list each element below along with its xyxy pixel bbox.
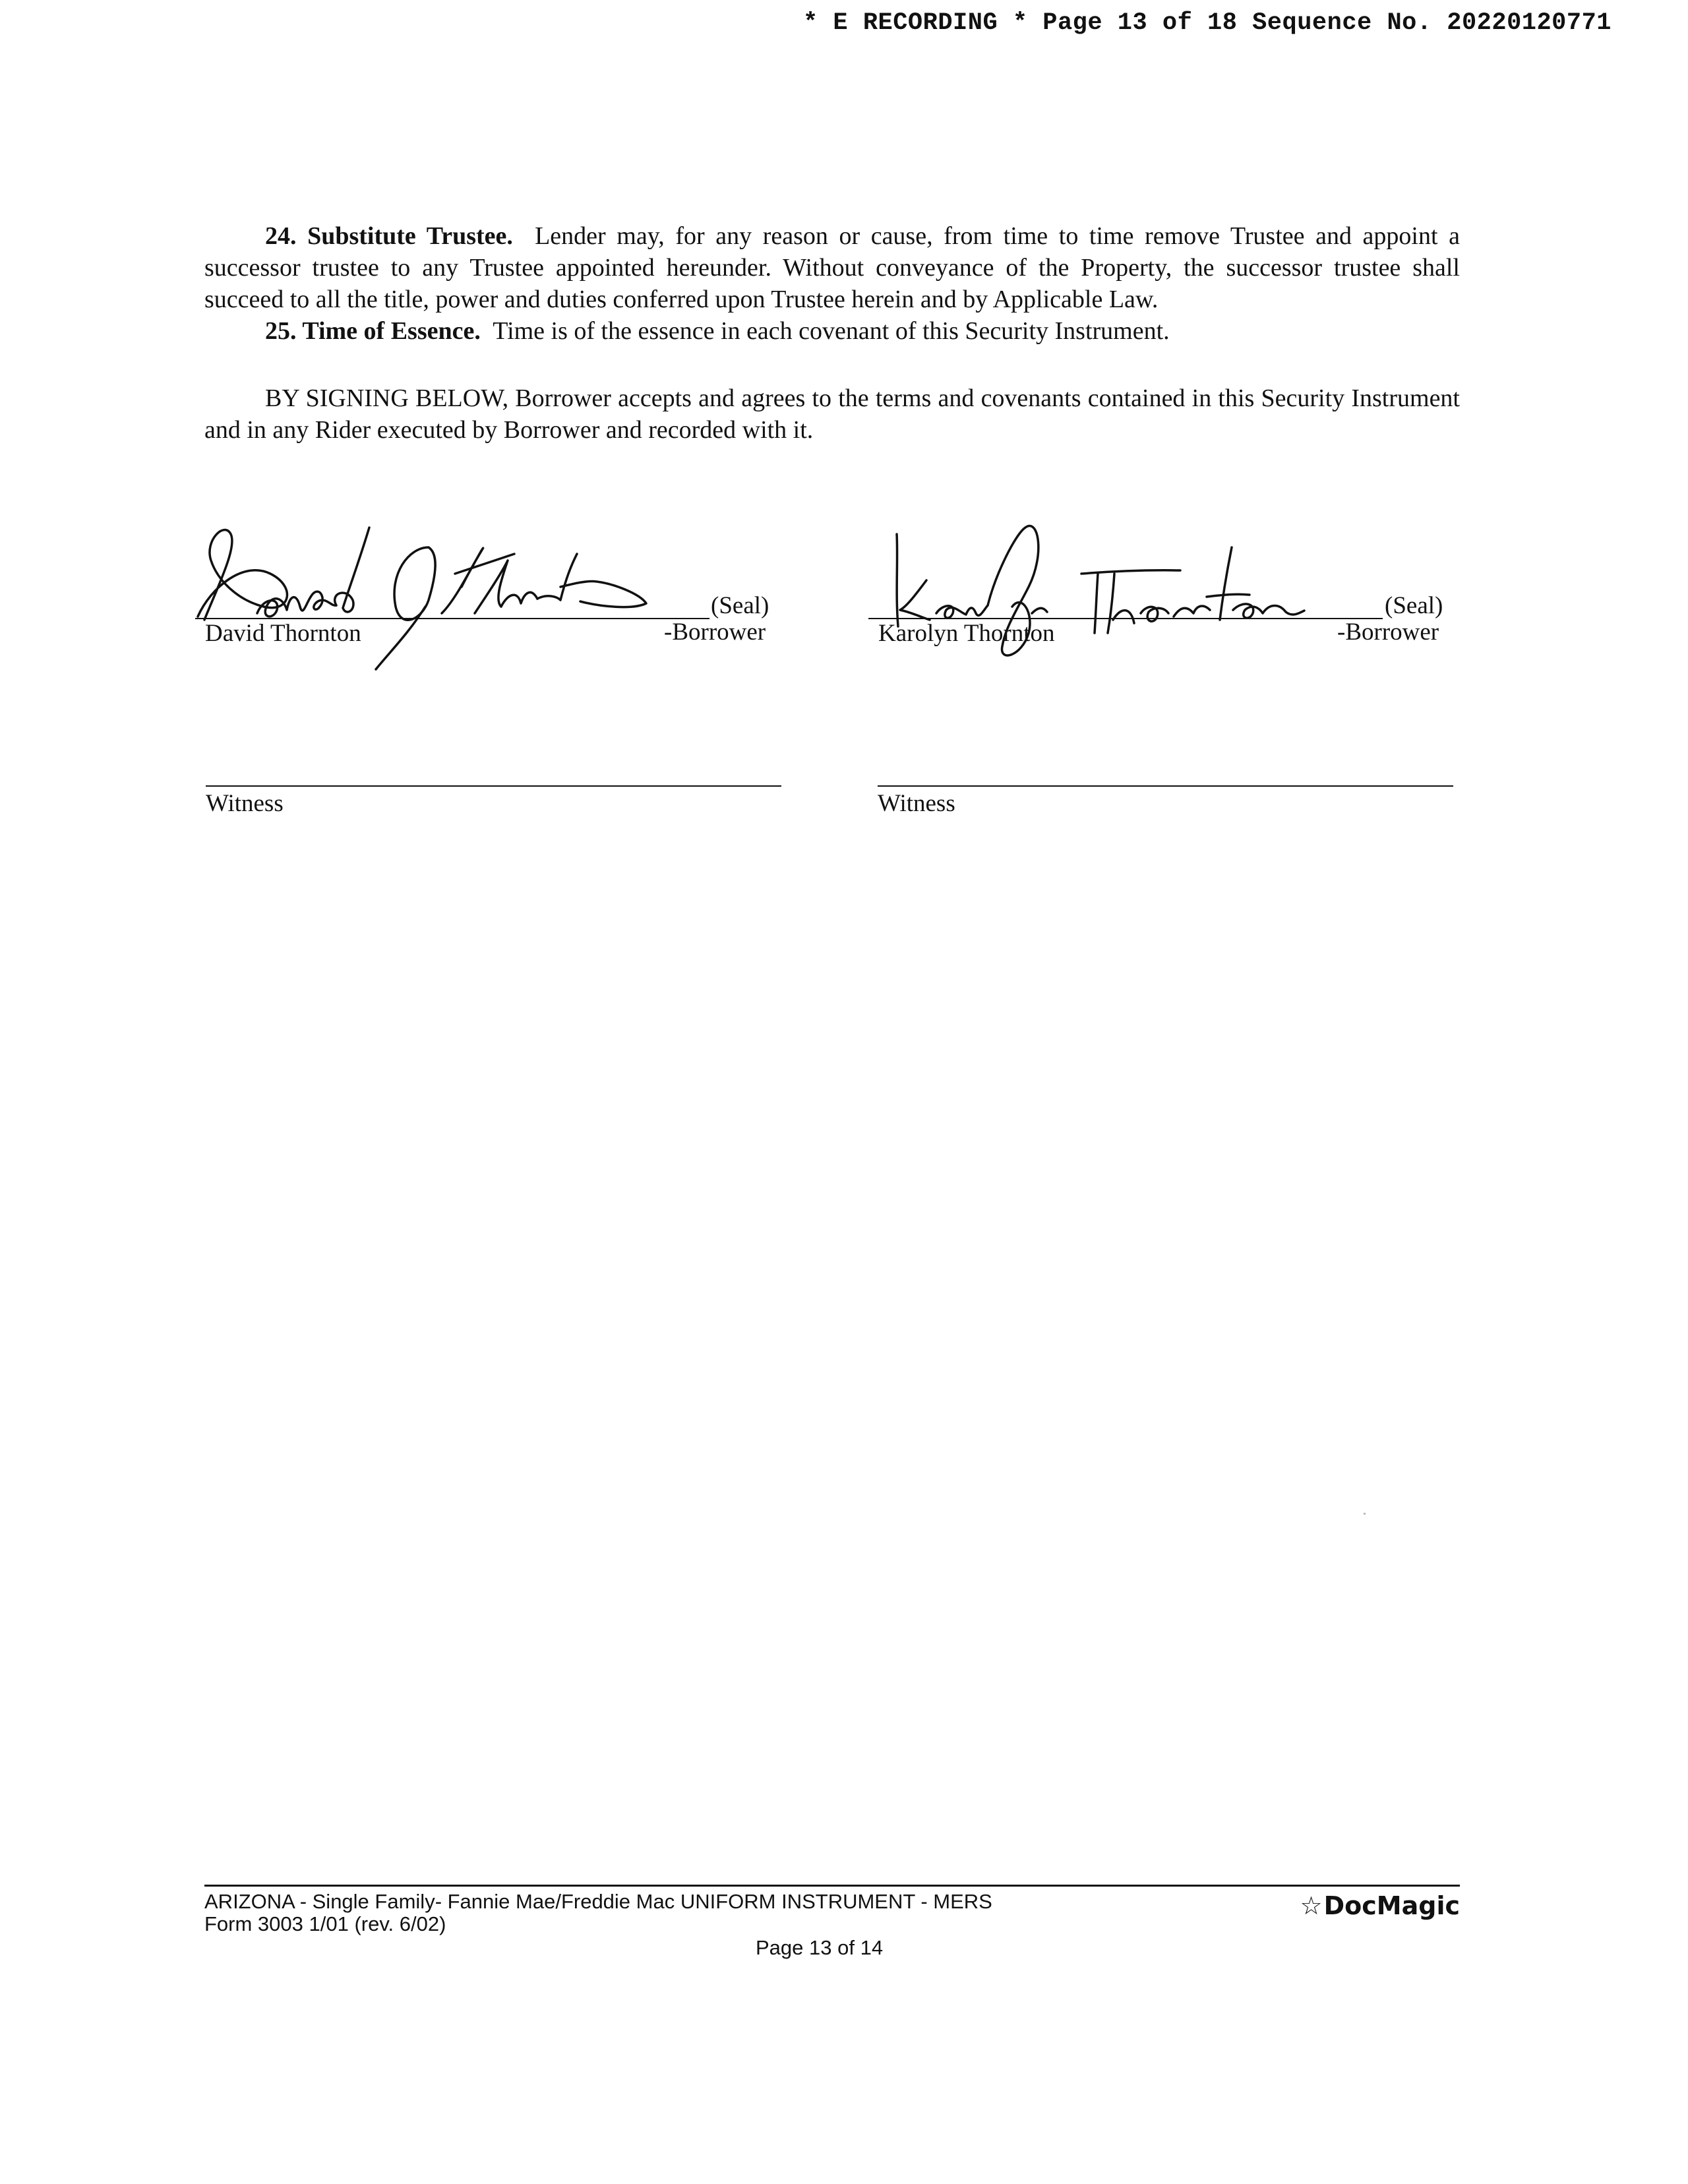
scan-speck — [1364, 1513, 1366, 1515]
seal-label-left: (Seal) — [711, 592, 769, 619]
paragraph-spacer — [204, 347, 1460, 379]
signature-david-thornton — [191, 521, 706, 673]
signing-statement: BY SIGNING BELOW, Borrower accepts and agrees to the terms and covenants contained in this Security Instrument and in any Rider executed by Borrower and recorded with it. — [204, 384, 1460, 444]
docmagic-brand: DocMagic — [1323, 1891, 1460, 1920]
paragraph-25-heading: 25. Time of Essence. — [265, 317, 481, 345]
witness-label-right: Witness — [878, 790, 955, 817]
paragraph-24-body: Lender may, for any reason or cause, from time to time remove Trustee and appoint a successor trustee to any Trustee appointed hereunder. Without conveyance of the Property, the successor trustee shall succeed to all the title, power and duties conferred upon Trustee herein and by Applicable Law. — [204, 222, 1460, 313]
footer-rule — [204, 1885, 1460, 1887]
paragraph-24 — [204, 220, 1460, 315]
witness-line-left — [206, 785, 781, 787]
star-outline-icon: ☆ — [1300, 1891, 1323, 1920]
paragraph-25-body: Time is of the essence in each covenant of this Security Instrument. — [493, 317, 1170, 345]
docmagic-logo — [1300, 1891, 1460, 1920]
borrower-role-right: -Borrower — [1337, 619, 1439, 646]
paragraph-25 — [204, 315, 1460, 347]
footer-form-number: Form 3003 1/01 (rev. 6/02) — [204, 1912, 446, 1935]
paragraph-24-heading: 24. Substitute Trustee. — [265, 222, 513, 250]
witness-label-left: Witness — [206, 790, 284, 817]
footer-form-title: ARIZONA - Single Family- Fannie Mae/Freddie Mac UNIFORM INSTRUMENT - MERS — [204, 1890, 992, 1913]
recording-header: * E RECORDING * Page 13 of 18 Sequence No. 20220120771 — [803, 9, 1612, 37]
witness-line-right — [878, 785, 1453, 787]
document-body — [204, 220, 1460, 446]
footer-page-number: Page 13 of 14 — [756, 1936, 884, 1959]
borrower-name-left: David Thornton — [205, 620, 361, 647]
seal-label-right: (Seal) — [1385, 592, 1443, 619]
borrower-name-right: Karolyn Thornton — [878, 620, 1055, 647]
borrower-role-left: -Borrower — [664, 619, 766, 646]
